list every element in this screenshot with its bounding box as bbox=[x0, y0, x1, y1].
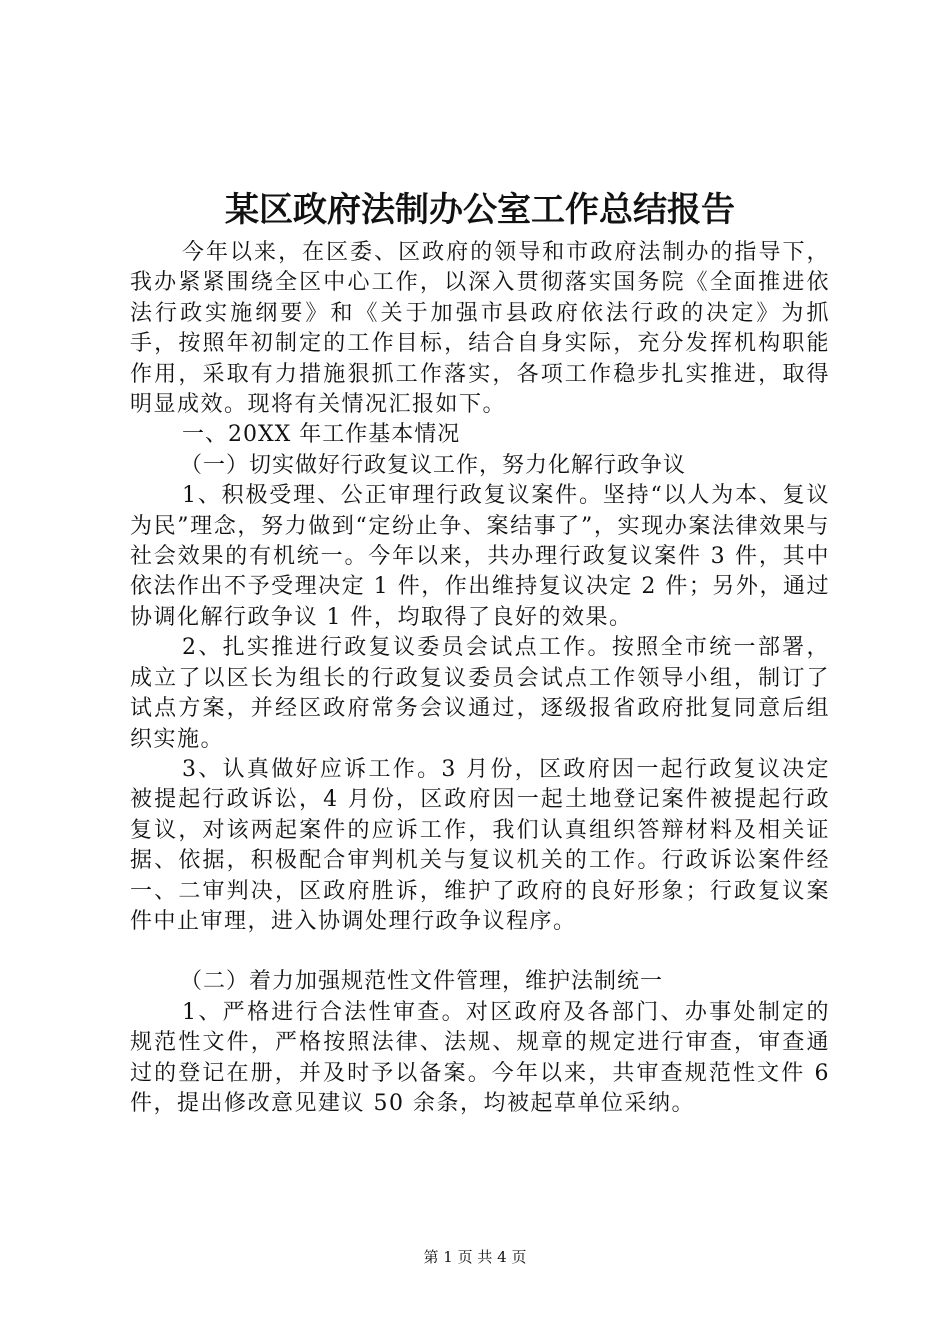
paragraph-item-3: 3、认真做好应诉工作。3 月份，区政府因一起行政复议决定被提起行政诉讼，4 月份，区政府因一起土地登记案件被提起行政复议，对该两起案件的应诉工作，我们认真组织答辩材料及相关证据、依据，积极配合审判机关与复议机关的工作。行政诉讼案件经一、二审判决，区政府胜诉，维护了政府的良好形象；行政复议案件中止审理，进入协调处理行政争议程序。 bbox=[130, 756, 830, 934]
subsection-heading-1: （一）切实做好行政复议工作，努力化解行政争议 bbox=[180, 452, 687, 478]
section-heading-1: 一、20XX 年工作基本情况 bbox=[182, 422, 461, 448]
paragraph-item-2: 2、扎实推进行政复议委员会试点工作。按照全市统一部署，成立了以区长为组长的行政复议委员会试点工作领导小组，制订了试点方案，并经区政府常务会议通过，逐级报省政府批复同意后组织实施。 bbox=[130, 635, 830, 752]
document-title: 某区政府法制办公室工作总结报告 bbox=[225, 190, 735, 230]
paragraph-spacer bbox=[130, 937, 830, 967]
paragraph-item-4: 1、严格进行合法性审查。对区政府及各部门、办事处制定的规范性文件，严格按照法律、法规、规章的规定进行审查，审查通过的登记在册，并及时予以备案。今年以来，共审查规范性文件 6 件，提出修改意见建议 50 余条，均被起草单位采纳。 bbox=[130, 999, 830, 1116]
paragraph-item-1: 1、积极受理、公正审理行政复议案件。坚持“以人为本、复议为民”理念，努力做到“定纷止争、案结事了”，实现办案法律效果与社会效果的有机统一。今年以来，共办理行政复议案件 3 件，其中依法作出不予受理决定 1 件，作出维持复议决定 2 件；另外，通过协调化解行政争议 1 件，均取得了良好的效果。 bbox=[130, 483, 830, 630]
document-body bbox=[130, 188, 830, 1119]
subsection-heading-2: （二）着力加强规范性文件管理，维护法制统一 bbox=[180, 969, 664, 995]
page-footer: 第 1 页 共 4 页 bbox=[423, 1248, 527, 1266]
intro-paragraph: 今年以来，在区委、区政府的领导和市政府法制办的指导下，我办紧紧围绕全区中心工作，以深入贯彻落实国务院《全面推进依法行政实施纲要》和《关于加强市县政府依法行政的决定》为抓手，按照年初制定的工作目标，结合自身实际，充分发挥机构职能作用，采取有力措施狠抓工作落实，各项工作稳步扎实推进，取得明显成效。现将有关情况汇报如下。 bbox=[130, 240, 830, 418]
